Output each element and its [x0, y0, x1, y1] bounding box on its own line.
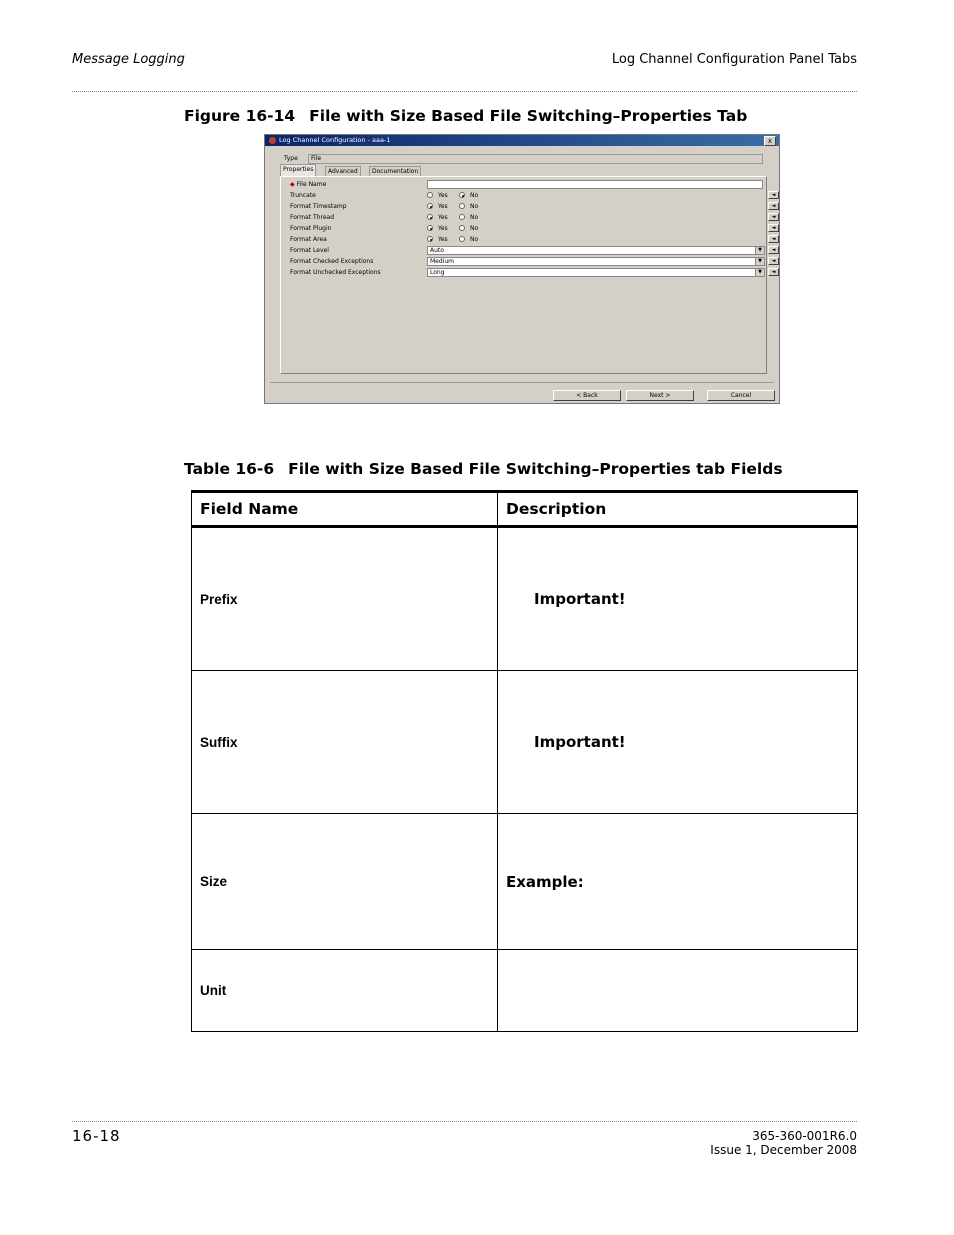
chevron-down-icon: ▼	[755, 247, 764, 254]
radio-label: No	[470, 203, 479, 210]
reset-button[interactable]: ◄	[768, 235, 779, 243]
tab-documentation[interactable]: Documentation	[369, 166, 421, 176]
field-label: Format Timestamp	[290, 203, 347, 210]
figure-number: Figure 16-14	[184, 107, 296, 125]
radio-label: No	[470, 214, 479, 221]
document-id: 365-360-001R6.0	[752, 1129, 857, 1143]
app-icon	[269, 137, 276, 144]
format-area-no-radio[interactable]	[459, 236, 465, 242]
field-row	[290, 191, 776, 201]
format-area-yes-radio[interactable]	[427, 236, 433, 242]
figure-caption	[184, 107, 747, 125]
radio-label: Yes	[438, 225, 448, 232]
issue-date: Issue 1, December 2008	[710, 1143, 857, 1157]
format-plugin-yes-radio[interactable]	[427, 225, 433, 231]
field-name-cell: Prefix	[192, 527, 498, 671]
chevron-down-icon: ▼	[755, 269, 764, 276]
field-label: Format Level	[290, 247, 329, 254]
table-row	[192, 814, 858, 950]
field-label: Format Unchecked Exceptions	[290, 269, 381, 276]
field-row	[290, 246, 776, 256]
field-row	[290, 180, 760, 190]
next-button[interactable]: Next >	[626, 390, 694, 401]
window-titlebar	[265, 135, 779, 146]
field-row	[290, 213, 776, 223]
column-header-description: Description	[498, 492, 858, 527]
radio-label: No	[470, 192, 479, 199]
radio-label: Yes	[438, 214, 448, 221]
format-unchecked-exceptions-select[interactable]: Long ▼	[427, 268, 765, 277]
reset-button[interactable]: ◄	[768, 257, 779, 265]
window-title: Log Channel Configuration - aaa-1	[279, 136, 391, 144]
field-row	[290, 235, 776, 245]
field-row	[290, 202, 776, 212]
figure-title: File with Size Based File Switching–Properties Tab	[309, 107, 748, 125]
reset-button[interactable]: ◄	[768, 268, 779, 276]
column-header-field-name: Field Name	[192, 492, 498, 527]
back-button[interactable]: < Back	[553, 390, 621, 401]
field-label: Format Checked Exceptions	[290, 258, 374, 265]
table-row	[192, 950, 858, 1032]
radio-label: Yes	[438, 203, 448, 210]
truncate-no-radio[interactable]	[459, 192, 465, 198]
fields-table	[191, 490, 858, 1032]
field-row	[290, 257, 776, 267]
radio-label: No	[470, 225, 479, 232]
description-cell	[498, 950, 858, 1032]
type-field: File	[308, 154, 763, 164]
field-name-cell: Size	[192, 814, 498, 950]
field-label: Format Plugin	[290, 225, 332, 232]
running-header-title: Log Channel Configuration Panel Tabs	[611, 52, 857, 67]
tab-advanced[interactable]: Advanced	[325, 166, 361, 176]
format-timestamp-yes-radio[interactable]	[427, 203, 433, 209]
field-name-cell: Suffix	[192, 671, 498, 814]
important-note: Important!	[534, 733, 626, 751]
field-label: ◆ File Name	[290, 181, 327, 188]
table-row	[192, 527, 858, 671]
field-row	[290, 224, 776, 234]
field-label: Format Area	[290, 236, 327, 243]
description-cell	[498, 527, 858, 671]
field-label: Format Thread	[290, 214, 335, 221]
table-number: Table 16-6	[184, 460, 275, 478]
radio-label: Yes	[438, 192, 448, 199]
cancel-button[interactable]: Cancel	[707, 390, 775, 401]
description-cell: Example:	[498, 814, 858, 950]
reset-button[interactable]: ◄	[768, 224, 779, 232]
document-info	[710, 1129, 857, 1157]
format-timestamp-no-radio[interactable]	[459, 203, 465, 209]
field-label: Truncate	[290, 192, 316, 199]
reset-button[interactable]: ◄	[768, 191, 779, 199]
field-row	[290, 268, 776, 278]
button-separator	[270, 382, 774, 383]
type-label: Type	[284, 155, 298, 162]
close-icon[interactable]: x	[764, 136, 776, 146]
tab-properties[interactable]: Properties	[280, 164, 316, 176]
header-rule	[72, 91, 857, 92]
description-cell	[498, 671, 858, 814]
table-row	[192, 671, 858, 814]
format-checked-exceptions-select[interactable]: Medium ▼	[427, 257, 765, 266]
reset-button[interactable]: ◄	[768, 213, 779, 221]
truncate-yes-radio[interactable]	[427, 192, 433, 198]
table-header-row	[192, 492, 858, 527]
table-title: File with Size Based File Switching–Properties tab Fields	[288, 460, 783, 478]
format-plugin-no-radio[interactable]	[459, 225, 465, 231]
required-icon: ◆	[290, 181, 295, 188]
running-header-section: Message Logging	[72, 52, 185, 67]
file-name-input[interactable]	[427, 180, 763, 189]
table-caption	[184, 460, 783, 478]
format-thread-no-radio[interactable]	[459, 214, 465, 220]
reset-button[interactable]: ◄	[768, 246, 779, 254]
footer-rule	[72, 1121, 857, 1122]
radio-label: No	[470, 236, 479, 243]
chevron-down-icon: ▼	[755, 258, 764, 265]
reset-button[interactable]: ◄	[768, 202, 779, 210]
log-channel-config-window	[264, 134, 780, 404]
format-level-select[interactable]: Auto ▼	[427, 246, 765, 255]
radio-label: Yes	[438, 236, 448, 243]
page-number: 16-18	[72, 1127, 121, 1145]
important-note: Important!	[534, 590, 626, 608]
format-thread-yes-radio[interactable]	[427, 214, 433, 220]
field-name-cell: Unit	[192, 950, 498, 1032]
